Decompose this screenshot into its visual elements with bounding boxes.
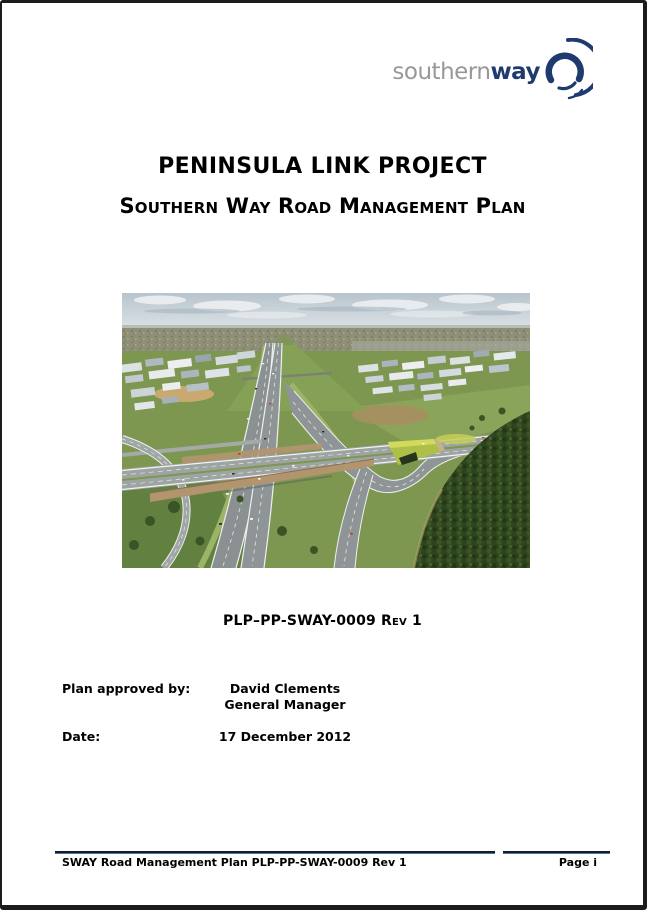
southernway-logo bbox=[392, 39, 593, 105]
page-title: PENINSULA LINK PROJECT bbox=[158, 154, 487, 179]
logo-swirl-icon bbox=[541, 38, 593, 102]
logo-word-southern: southern bbox=[392, 59, 491, 85]
approver-block bbox=[180, 681, 390, 713]
footer-document-reference: SWAY Road Management Plan PLP-PP-SWAY-0009 Rev 1 bbox=[62, 856, 407, 869]
footer-rule bbox=[55, 851, 610, 854]
date-value: 17 December 2012 bbox=[218, 729, 352, 744]
aerial-photo bbox=[122, 293, 530, 568]
footer-rule-right-segment bbox=[503, 851, 610, 854]
approved-by-label: Plan approved by: bbox=[62, 681, 191, 696]
footer-rule-left-segment bbox=[55, 851, 495, 854]
aerial-photo-graphic bbox=[122, 293, 530, 568]
footer-rule-gap bbox=[495, 851, 503, 854]
page-subtitle: Southern Way Road Management Plan bbox=[119, 194, 526, 218]
logo-word-way: way bbox=[490, 59, 540, 85]
date-label: Date: bbox=[62, 729, 101, 744]
approver-name: David Clements bbox=[229, 681, 341, 696]
approver-title: General Manager bbox=[224, 697, 346, 712]
footer-page-number: Page i bbox=[558, 856, 597, 869]
document-number: PLP–PP-SWAY-0009 Rev 1 bbox=[222, 613, 422, 629]
